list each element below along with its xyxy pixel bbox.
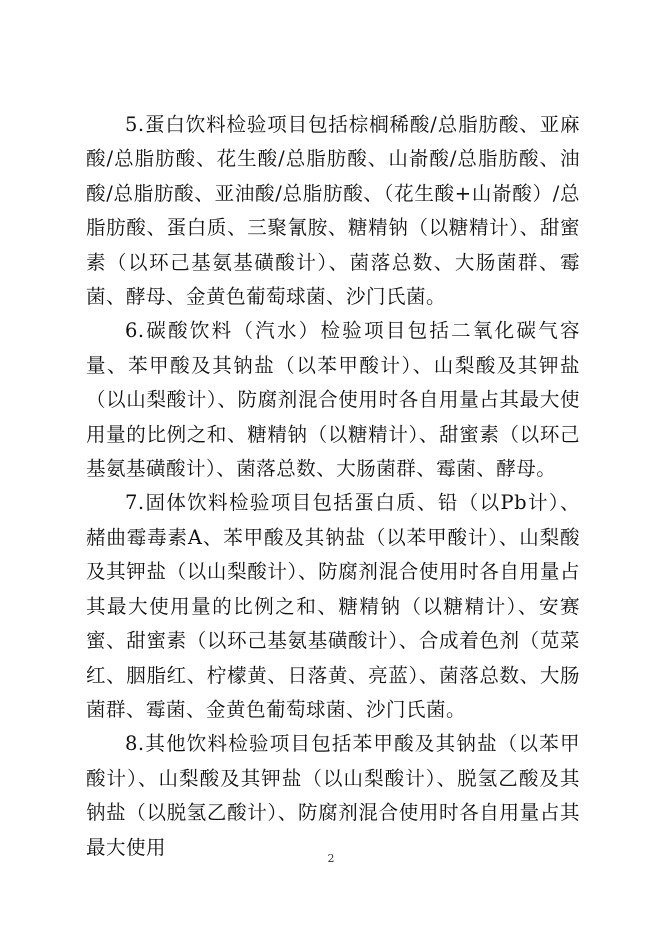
page-number: 2: [327, 852, 335, 865]
document-body: [86, 108, 580, 865]
paragraph-other-drinks: 8.其他饮料检验项目包括苯甲酸及其钠盐（以苯甲酸计）、山梨酸及其钾盐（以山梨酸计）、脱氢乙酸及其钠盐（以脱氢乙酸计）、防腐剂混合使用时各自用量占其最大使用: [86, 732, 580, 859]
paragraph-solid-drinks: 7.固体饮料检验项目包括蛋白质、铅（以Pb计）、赭曲霉毒素A、苯甲酸及其钠盐（以苯甲酸计）、山梨酸及其钾盐（以山梨酸计）、防腐剂混合使用时各自用量占其最大使用量的比例之和、糖精钠（以糖精计）、安赛蜜、甜蜜素（以环己基氨基磺酸计）、合成着色剂（苋菜红、胭脂红、柠檬黄、日落黄、亮蓝）、菌落总数、大肠菌群、霉菌、金黄色葡萄球菌、沙门氏菌。: [86, 491, 580, 721]
paragraph-protein-drinks: 5.蛋白饮料检验项目包括棕榈稀酸/总脂肪酸、亚麻酸/总脂肪酸、花生酸/总脂肪酸、山嵛酸/总脂肪酸、油酸/总脂肪酸、亚油酸/总脂肪酸、（花生酸+山嵛酸）/总脂肪酸、蛋白质、三聚氰胺、糖精钠（以糖精计）、甜蜜素（以环己基氨基磺酸计）、菌落总数、大肠菌群、霉菌、酵母、金黄色葡萄球菌、沙门氏菌。: [86, 113, 580, 309]
paragraph-carbonated-drinks: 6.碳酸饮料（汽水）检验项目包括二氧化碳气容量、苯甲酸及其钠盐（以苯甲酸计）、山梨酸及其钾盐（以山梨酸计）、防腐剂混合使用时各自用量占其最大使用量的比例之和、糖精钠（以糖精计）、甜蜜素（以环己基氨基磺酸计）、菌落总数、大肠菌群、霉菌、酵母。: [86, 319, 580, 481]
